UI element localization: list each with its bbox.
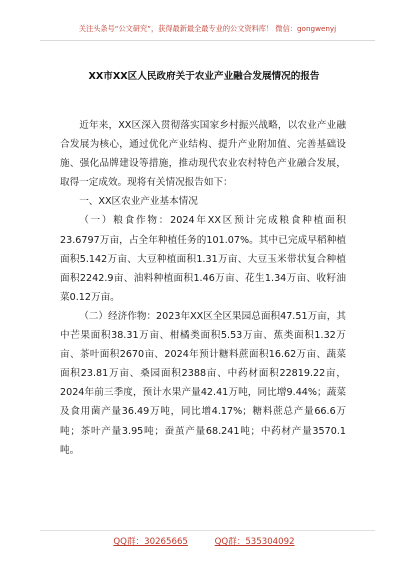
footer-divider bbox=[40, 530, 375, 531]
intro-paragraph: 近年来，XX区深入贯彻落实国家乡村振兴战略，以农业产业融合发展为核心，通过优化产业结构、提升产业附加值、完善基础设施、强化品牌建设等措施，推动现代农业农村特色产业融合发展，取得一定成效。现将有关情况报告如下： bbox=[60, 120, 346, 189]
document-body bbox=[60, 116, 346, 460]
footer-links bbox=[0, 535, 408, 547]
cash-crops-paragraph: （二）经济作物：2023年XX区全区果园总面积47.51万亩，其中芒果面积38.31万亩、柑橘类面积5.53万亩、蕉类面积1.32万亩、茶叶面积2670亩、2024年预计糖料蔗面积16.62万亩、蔬菜面积23.81万亩、桑园面积2388亩、中药材面积22819.22亩，2024年前三季度，预计水果产量42.41万吨，同比增9.44%；蔬菜及食用菌产量36.49万吨，同比增4.17%；糖料蔗总产量66.6万吨；茶叶产量3.95吨；蚕茧产量68.241吨；中药材产量3570.1吨。 bbox=[60, 310, 346, 456]
qq-group-link-2[interactable]: QQ群：535304092 bbox=[214, 537, 295, 547]
section-heading: 一、XX区农业产业基本情况 bbox=[79, 196, 198, 208]
page-title: XX市XX区人民政府关于农业产业融合发展情况的报告 bbox=[88, 71, 320, 82]
qq-group-link-1[interactable]: QQ群：30265665 bbox=[113, 537, 188, 547]
promo-header: 关注头条号“公文研究”，获得最新最全最专业的公文资料库！ 微信：gongwenyj bbox=[40, 18, 375, 41]
grain-paragraph: （一）粮食作物：2024年XX区预计完成粮食种植面积23.6797万亩，占全年种植任务的101.07%。其中已完成早稻种植面积5.142万亩、大豆种植面积1.31万亩、大豆玉米带状复合种植面积2242.9亩、油料种植面积1.46万亩、花生1.34万亩、收籽油菜0.12万亩。 bbox=[60, 215, 346, 303]
